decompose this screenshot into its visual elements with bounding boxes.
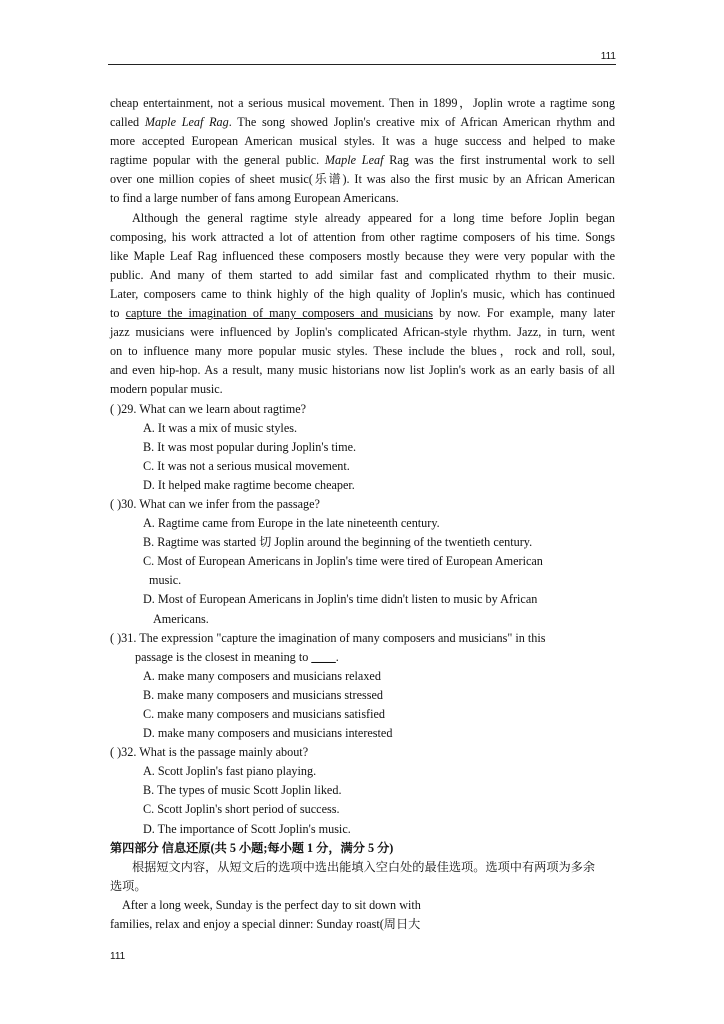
q32-stem: ( )32. What is the passage mainly about?	[110, 745, 309, 760]
p1-line-6: to find a large number of fans among European Americans.	[110, 191, 399, 206]
q32-option-d: D. The importance of Scott Joplin's music.	[143, 821, 351, 836]
text-run: . The song showed Joplin's creative mix of African American rhythm and	[228, 115, 615, 130]
section4-instructions: 根据短文内容，从短文后的选项中选出能填入空白处的最佳选项。选项中有两项为多余	[132, 859, 596, 874]
song-title: Maple Leaf Rag	[144, 115, 229, 130]
text-run: by now. For example, many later	[432, 306, 615, 321]
q30-option-d: D. Most of European Americans in Joplin's time didn't listen to music by African	[143, 592, 538, 607]
section4-text-line-2: families, relax and enjoy a special dinner: Sunday roast(周日大	[110, 917, 421, 932]
q30-option-d-cont: Americans.	[153, 611, 209, 626]
song-title: Maple Leaf	[324, 153, 384, 168]
q32-option-a: A. Scott Joplin's fast piano playing.	[143, 764, 317, 779]
q31-stem: ( )31. The expression "capture the imagination of many composers and musicians" in this	[110, 630, 546, 645]
q31-option-b: B. make many composers and musicians stressed	[143, 687, 383, 702]
text-run: ragtime popular with the general public.	[110, 153, 325, 168]
p2-line-4: public. And many of them started to add similar fast and complicated rhythm to their music.	[110, 267, 615, 282]
q29-option-a: A. It was a mix of music styles.	[143, 420, 298, 435]
p1-line-3: more accepted European American musical styles. It was a huge success and helped to make	[110, 134, 615, 149]
header-page-number: 111	[600, 51, 616, 62]
q29-stem: ( )29. What can we learn about ragtime?	[110, 401, 307, 416]
q31-option-a: A. make many composers and musicians relaxed	[143, 668, 381, 683]
underlined-phrase: capture the imagination of many composers and musicians	[125, 306, 433, 321]
p2-line-9: and even hip-hop. As a result, many music historians now list Joplin's work as an early basis of all	[110, 363, 615, 378]
p1-line-1: cheap entertainment, not a serious musical movement. Then in 1899，Joplin wrote a ragtime song	[110, 96, 615, 110]
q31-option-c: C. make many composers and musicians satisfied	[143, 707, 386, 721]
q32-option-c: C. Scott Joplin's short period of success.	[143, 802, 340, 817]
section4-text-line-1: After a long week, Sunday is the perfect day to sit down with	[122, 897, 421, 912]
p2-line-10: modern popular music.	[110, 382, 223, 397]
q29-option-c: C. It was not a serious musical movement.	[143, 458, 350, 473]
p2-line-2: composing, his work attracted a lot of attention from other ragtime composers of his time. Songs	[110, 229, 615, 244]
text-run: passage is the closest in meaning to	[135, 649, 312, 664]
p2-line-5: Later, composers came to think highly of the high quality of Joplin's music, which has continued	[110, 286, 615, 301]
section4-instructions-cont: 选项。	[110, 878, 147, 893]
header-divider	[108, 64, 616, 65]
q31-option-d: D. make many composers and musicians interested	[143, 726, 393, 741]
answer-blank: ____	[311, 649, 336, 664]
text-run: called	[110, 115, 145, 130]
p2-line-3: like Maple Leaf Rag influenced these composers mostly because they were very popular with the	[110, 248, 615, 263]
text-run: .	[335, 649, 339, 664]
p2-line-8: on to influence many more popular music styles. These include the blues，rock and roll, soul,	[110, 344, 615, 359]
p2-line-7: jazz musicians were influenced by Joplin's complicated African-style rhythm. Jazz, in turn, went	[110, 325, 615, 340]
q29-option-d: D. It helped make ragtime become cheaper.	[143, 477, 355, 492]
q30-option-a: A. Ragtime came from Europe in the late nineteenth century.	[143, 516, 440, 531]
q29-option-b: B. It was most popular during Joplin's time.	[143, 439, 357, 454]
q30-stem: ( )30. What can we infer from the passage?	[110, 496, 320, 511]
p1-line-2	[110, 113, 615, 132]
q30-option-c: C. Most of European Americans in Joplin's time were tired of European American	[143, 554, 543, 569]
p1-line-5: over one million copies of sheet music(乐谱). It was also the first music by an African American	[110, 172, 615, 187]
q30-option-b: B. Ragtime was started 切 Joplin around the beginning of the twentieth century.	[143, 535, 533, 550]
q30-option-c-cont: music.	[149, 573, 182, 588]
page-content	[110, 94, 615, 934]
text-run: Rag was the first instrumental work to sell	[383, 153, 615, 168]
section4-title: 第四部分 信息还原(共 5 小题;每小题 1 分，满分 5 分)	[110, 840, 394, 855]
q31-stem-cont	[110, 648, 615, 667]
footer-page-number: 111	[110, 951, 126, 962]
p2-line-1: Although the general ragtime style already appeared for a long time before Joplin began	[132, 210, 615, 225]
p1-line-4	[110, 151, 615, 170]
text-run: to	[110, 306, 126, 321]
q32-option-b: B. The types of music Scott Joplin liked.	[143, 783, 342, 798]
p2-line-6	[110, 304, 615, 323]
